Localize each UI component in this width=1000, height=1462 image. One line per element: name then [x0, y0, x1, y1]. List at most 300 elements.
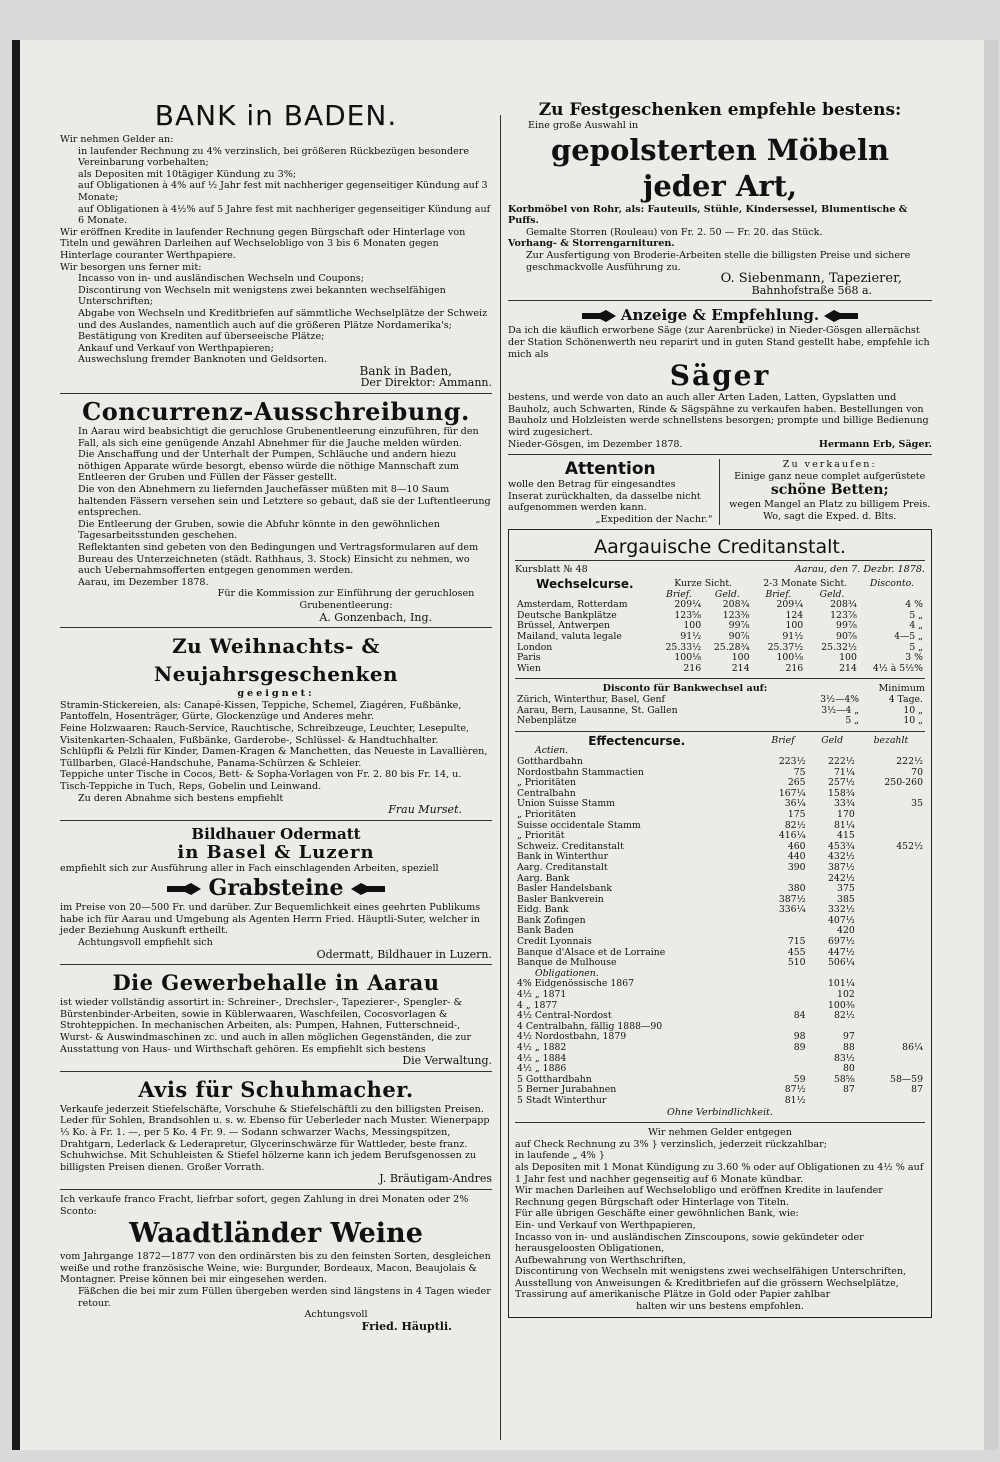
effekten-row-value — [857, 810, 925, 821]
effekten-row-value: 715 — [787, 936, 806, 948]
effekten-row-value: 170 — [837, 808, 855, 820]
weihnacht-item: Zu deren Abnahme sich bestens empfiehlt — [78, 792, 284, 804]
bank-line: als Depositen mit 10tägiger Kündung zu 3%; — [78, 168, 297, 180]
obligation-row-value: 100⅜ — [828, 999, 855, 1011]
waadt-text: vom Jahrgange 1872—1877 von den ordinärsten bis zu den feinsten Sorten, desgleichen weiße und rothe französische Weine, wie: Burgunder, Bordeaux, Macon, Beaujolais & Montagner. Preise können bei mir eingesehen werden. — [60, 1251, 491, 1286]
bank-baden-lines — [60, 134, 492, 366]
effekten-row-label: Eidg. Bank — [517, 904, 569, 916]
effekten-row-label: Bank Baden — [517, 925, 574, 937]
bank-baden-ad — [60, 100, 492, 389]
effekten-row-value: 407½ — [828, 914, 855, 926]
effekten-row-value: 242½ — [828, 872, 855, 884]
effekten-row-value — [857, 884, 925, 895]
saeger-place: Nieder-Gösgen, im Dezember 1878. — [508, 438, 683, 450]
disconto-row-value: 5 „ — [845, 715, 860, 727]
wechsel-row-value: 209¼ — [674, 599, 702, 611]
effekten-row-label: „ Prioritäten — [517, 808, 576, 820]
effekten-row-value: 440 — [787, 851, 806, 863]
wechsel-row-value: 100 — [785, 620, 804, 632]
effekten-row-value: 387½ — [778, 893, 806, 905]
effekten-row-label: Nordostbahn Stammactien — [517, 766, 644, 778]
concurrenz-ad — [60, 398, 492, 623]
wechsel-row-value: 4 „ — [909, 620, 923, 632]
effekten-row — [515, 778, 925, 789]
obligation-row-value: 84 — [793, 1010, 806, 1022]
pointing-hand-left-icon — [824, 310, 858, 322]
obligation-row-label: 4 Centralbahn, fällig 1888—90 — [517, 1020, 663, 1032]
weihnacht-title: Zu Weihnachts- & Neujahrsgeschenken — [153, 634, 399, 687]
effectencurse-table — [515, 733, 925, 1107]
effekten-row — [515, 895, 925, 906]
waadt-title: Waadtländer Weine — [129, 1218, 423, 1250]
bank-baden-sign: Bank in Baden, — [359, 363, 452, 378]
obligation-row-value — [808, 1096, 857, 1107]
moebel-title: gepolsterten Möbeln jeder Art, — [550, 132, 890, 203]
disconto-row-value: 10 „ — [903, 715, 923, 727]
left-column — [60, 100, 492, 1332]
wechsel-row-value: 214 — [839, 662, 857, 674]
wechsel-row-value: 124 — [785, 609, 804, 621]
gewerbehalle-signature: Die Verwaltung. — [402, 1054, 492, 1068]
effekten-row — [515, 916, 925, 927]
gewerbehalle-text: ist wieder vollständig assortirt in: Schreiner-, Drechsler-, Tapezierer-, Spengler- & Bürstenbinder-Arbeiten, sowie in Küblerwaaren, Waschfeilen, Cocosvorlagen & Strohteppichen. In mechanischen Arbeiten, als: Pumpen, Hahnen, Futterschneid-, Wurst- & Auswindmaschinen zc. und auch in allen möglichen Gegenständen, die zur Ausstattung von Haus- und Wirthschaft gehören. Es empfiehlt sich bestens — [60, 997, 472, 1055]
bank-baden-director: Der Direktor: Ammann. — [360, 376, 492, 390]
geld-header: Geld. — [819, 588, 845, 600]
wechsel-row — [515, 643, 925, 654]
obligation-row-label: 4½ „ 1871 — [517, 989, 567, 1001]
bank-line: Auswechslung fremder Banknoten und Geldsorten. — [78, 354, 328, 366]
effekten-row-value — [857, 926, 925, 937]
betten-big: schöne Betten; — [770, 482, 889, 499]
effekten-row-label: Basler Bankverein — [517, 893, 604, 905]
wechsel-row-value: 25.28¾ — [713, 641, 750, 653]
disconto-row — [515, 716, 925, 727]
obligation-row-value — [857, 1054, 925, 1065]
weihnacht-items — [60, 700, 492, 804]
aktien-label: Actien. — [535, 745, 569, 757]
creditanstalt-box — [508, 529, 932, 1317]
effekten-row-value: 415 — [837, 830, 855, 842]
attention-text: wolle den Betrag für eingesandtes Inserat zurückhalten, da dasselbe nicht aufgenommen werden kann. — [508, 479, 701, 514]
right-column — [508, 100, 932, 1318]
effekten-row-label: „ Priorität — [517, 830, 565, 842]
obligation-row-value — [857, 979, 925, 990]
brief-header: Brief. — [765, 588, 792, 600]
wechsel-row-value: 25.32½ — [821, 641, 857, 653]
waadt-greet: Achtungsvoll — [304, 1309, 368, 1321]
disconto-minimum: Minimum — [878, 683, 925, 695]
effekten-row-value: 71¼ — [833, 766, 855, 778]
obligation-row-value: 87 — [842, 1084, 855, 1096]
effekten-row-value — [857, 958, 925, 969]
effekten-row-label: „ Prioritäten — [517, 777, 576, 789]
effekten-row-value: 222½ — [896, 755, 923, 767]
schuhmacher-signature: J. Bräutigam-Andres — [379, 1172, 492, 1186]
newspaper-page — [12, 40, 984, 1450]
effekten-row-value: 332½ — [828, 904, 855, 916]
effekten-row-value: 336¼ — [778, 904, 806, 916]
effekten-row-value: 265 — [787, 777, 806, 789]
effekten-row-label: Basler Handelsbank — [517, 883, 612, 895]
effekten-row-value: 167¼ — [778, 787, 806, 799]
weihnacht-item: Teppiche unter Tische in Cocos, Bett- & Sopha-Vorlagen von Fr. 2. 80 bis Fr. 14, u. Tisch-Teppiche in Tuch, Reps, Gobelin und Leinwand. — [60, 769, 462, 792]
effekten-row-value: 460 — [787, 840, 806, 852]
obligation-row-value: 97 — [842, 1031, 855, 1043]
saeger-big: Säger — [669, 359, 771, 393]
weihnacht-item: Schlüpfli & Pelzli für Kinder, Damen-Kragen & Manchetten, das Neueste in Lavallièren, Tüllbarben, Glacé-Handschuhe, Panama-Schürzen & Schleier. — [60, 746, 488, 769]
disconto-row-label: Zürich, Winterthur, Basel, Genf — [517, 694, 665, 705]
wechsel-row-value: 4½ à 5½% — [872, 662, 923, 674]
moebel-line2: Gemalte Storren (Rouleau) von Fr. 2. 50 — Fr. 20. das Stück. — [526, 226, 823, 238]
obligation-row-label: 4½ „ 1882 — [517, 1042, 567, 1053]
disconto-row-value: 3½—4% — [820, 694, 860, 705]
betten-text: Einige ganz neue complet aufgerüstete — [734, 470, 926, 482]
wechsel-row-value: 100⅛ — [776, 652, 804, 664]
effekten-row-value: 175 — [787, 808, 806, 820]
effekten-row-label: Suisse occidentale Stamm — [517, 819, 641, 831]
schuhmacher-title: Avis für Schuhmacher. — [138, 1076, 414, 1102]
eff-brief-header: Brief — [771, 734, 795, 746]
betten-pre: Zu verkaufen: — [782, 459, 877, 471]
obligation-row-label: 4½ „ 1886 — [517, 1063, 567, 1075]
concurrenz-paragraph: Die Entleerung der Gruben, sowie die Abfuhr könnte in den gewöhnlichen Tagesarbeitsstunden geschehen. — [78, 518, 440, 542]
wechsel-row-value: 5 „ — [909, 609, 923, 621]
obligation-row-value — [758, 990, 807, 1001]
weihnacht-item: Feine Holzwaaren: Rauch-Service, Rauchtische, Schreibzeuge, Leuchter, Lesepulte, Visitenkarten-Schaalen, Fußbänke, Garderobe-, Schlüssel- & Handtuchhalter. — [60, 722, 470, 746]
effekten-row-value: 250-260 — [884, 777, 923, 789]
moebel-address: Bahnhofstraße 568 a. — [751, 283, 872, 297]
moebel-intro: Eine große Auswahl in — [528, 120, 639, 131]
effekten-row-value — [857, 937, 925, 948]
obligation-row-value: 59 — [793, 1073, 806, 1085]
effekten-row-value — [857, 863, 925, 874]
effekten-row-value: 447½ — [828, 946, 855, 958]
column-divider — [500, 115, 501, 1440]
effekten-row-value: 385 — [837, 893, 855, 905]
wechsel-row-value: 99⅞ — [728, 620, 750, 632]
effecten-title: Effectencurse. — [588, 733, 686, 748]
effekten-row-value: 510 — [787, 957, 806, 969]
obligation-row — [515, 1032, 925, 1043]
credit-footer-line: Wir nehmen Gelder entgegen — [648, 1127, 792, 1139]
effekten-row-value: 390 — [787, 861, 806, 873]
credit-footer-line: Wir machen Darleihen auf Wechselobligo und eröffnen Kredite in laufender Rechnung gegen Bürgschaft oder Hinterlage von Titeln. — [515, 1185, 883, 1208]
wechsel-row-value: 90⅞ — [836, 631, 857, 643]
wechsel-row-value: 3 % — [905, 652, 923, 664]
weihnacht-item: Stramin-Stickereien, als: Canapé-Kissen, Teppiche, Schemel, Ziagéren, Fußbänke, Pantoffeln, Hosenträger, Gürte, Glockenzüge und Anderes mehr. — [60, 699, 462, 723]
wechsel-row-value: 25.33½ — [665, 641, 702, 653]
pointing-hand-right-icon — [582, 310, 616, 322]
effekten-row-value: 36¼ — [784, 798, 806, 810]
obligation-row-label: 4½ „ 1884 — [517, 1052, 567, 1064]
concurrenz-signature: A. Gonzenbach, Ing. — [319, 610, 432, 624]
disconto-title: Disconto für Bankwechsel auf: — [602, 683, 768, 695]
credit-footer-line: Trassirung auf amerikanische Plätze in Gold oder Papier zahlbar — [515, 1289, 831, 1301]
saeger-text1: Da ich die käuflich erworbene Säge (zur Aarenbrücke) in Nieder-Gösgen allernächst der Station Schönenwerth neu reparirt und in guten Stand gestellt habe, empfehle ich mich als — [508, 325, 930, 360]
wechsel-row-value: 216 — [683, 662, 702, 674]
moebel-line4: Zur Ausfertigung von Broderie-Arbeiten stelle die billigsten Preise und sichere geschmackvolle Ausführung zu. — [526, 249, 911, 273]
concurrenz-paragraph: Reflektanten sind gebeten von den Bedingungen und Vertragsformularen auf dem Bureau des Unterzeichneten (städt. Rathhaus, 3. Stock) Einsicht zu nehmen, wo auch Uebernahmsofferten entgegen genommen werden. — [78, 542, 479, 577]
obligation-row-value: 80 — [842, 1063, 855, 1075]
wechsel-row-value: 123⅝ — [674, 609, 702, 621]
moebel-ad — [508, 100, 932, 296]
odermatt-signature: Odermatt, Bildhauer in Luzern. — [316, 947, 492, 961]
obligation-row-value: 98 — [793, 1031, 806, 1043]
wechsel-row-value: 123⅜ — [722, 609, 750, 621]
credit-footer-line: Ausstellung von Anweisungen & Kreditbriefen auf die grössern Wechselplätze, — [515, 1277, 899, 1289]
credit-kursblatt: Kursblatt № 48 — [515, 564, 588, 576]
disconto-row-value: 4 Tage. — [888, 694, 923, 705]
wechsel-drei-header: 2-3 Monate Sicht. — [763, 578, 848, 590]
pointing-hand-left-icon — [351, 883, 385, 895]
effekten-row-value: 35 — [911, 798, 923, 810]
bank-line: Wir besorgen uns ferner mit: — [60, 261, 202, 273]
effekten-row — [515, 757, 925, 768]
wechsel-row — [515, 653, 925, 664]
saeger-heading: Anzeige & Empfehlung. — [620, 306, 820, 325]
effekten-row-value — [857, 905, 925, 916]
obligation-row-value: 88 — [842, 1042, 855, 1053]
odermatt-location: in Basel & Luzern — [177, 841, 375, 863]
geld-header: Geld. — [714, 588, 740, 600]
effekten-row-value: 223½ — [778, 755, 806, 767]
credit-footer-line: halten wir uns bestens empfohlen. — [636, 1301, 804, 1313]
effekten-row-value: 697½ — [828, 936, 855, 948]
eff-bezahlt-header: bezahlt — [873, 734, 909, 746]
concurrenz-paragraph: In Aarau wird beabsichtigt die geruchlose Grubenentleerung einzuführen, für den Fall, als sich eine genügende Anzahl Abnehmer für die Jauche melden würden. — [78, 426, 479, 449]
weihnacht-signature: Frau Murset. — [388, 803, 462, 817]
obligation-row-value — [857, 1011, 925, 1022]
eff-geld-header: Geld — [821, 734, 844, 746]
wechsel-row-value: 100 — [839, 652, 857, 664]
wechsel-row-value: 100 — [683, 620, 702, 632]
effekten-row-value: 375 — [837, 883, 855, 895]
effekten-row-label: Credit Lyonnais — [517, 936, 592, 948]
bank-line: Abgabe von Wechseln und Kreditbriefen auf sämmtliche Wechselplätze der Schweiz und des Auslandes, namentlich auch auf die größeren Plätze Nordamerika's; — [78, 307, 488, 331]
wechsel-row-value: 25.37½ — [767, 641, 804, 653]
wechsel-row-value: 208¾ — [722, 599, 750, 611]
bank-line: Incasso von in- und ausländischen Wechseln und Coupons; — [78, 273, 364, 285]
bank-line: Wir nehmen Gelder an: — [60, 134, 174, 145]
wechsel-row-value: 91½ — [782, 631, 804, 643]
credit-footer-line: Incasso von in- und ausländischen Zinscoupons, sowie gekündeter oder herausgeloosten Obligationen, — [515, 1231, 864, 1255]
obligation-row-value — [857, 1001, 925, 1012]
obligation-row-value — [857, 1022, 925, 1033]
wechsel-row-value: 100 — [731, 652, 750, 664]
wechsel-row — [515, 664, 925, 675]
effekten-row-value — [758, 916, 807, 927]
bank-line: auf Obligationen à 4½% auf 5 Jahre fest mit nachheriger gegenseitiger Kündung auf 6 Monate. — [78, 203, 491, 227]
obligation-row-label: 5 Gotthardbahn — [517, 1073, 592, 1085]
wechsel-row-label: London — [517, 641, 553, 653]
obligation-row-value: 58⅝ — [833, 1073, 855, 1085]
grabsteine-heading: Grabsteine — [208, 875, 344, 902]
wechsel-row-value: 99⅞ — [836, 620, 857, 632]
effekten-row-value: 81¼ — [833, 819, 855, 831]
weihnacht-subtitle: geeignet: — [237, 688, 315, 700]
effekten-row-label: Bank in Winterthur — [517, 851, 609, 863]
effekten-row-value: 158¾ — [828, 787, 855, 799]
effekten-row-label: Aarg. Bank — [517, 872, 570, 884]
effekten-row-value: 70 — [911, 766, 923, 778]
odermatt-name: Bildhauer Odermatt — [191, 824, 361, 843]
waadt-intro: Ich verkaufe franco Fracht, liefrbar sofort, gegen Zahlung in drei Monaten oder 2% Sconto: — [60, 1193, 469, 1217]
bank-line: auf Obligationen à 4% auf ½ Jahr fest mit nachheriger gegenseitiger Kündung auf 3 Monate; — [78, 180, 488, 203]
effekten-row — [515, 768, 925, 779]
obligation-row-value: 101¼ — [828, 978, 855, 990]
obligation-row-value: 87 — [911, 1084, 923, 1096]
obligation-row — [515, 990, 925, 1001]
obligation-row — [515, 1043, 925, 1054]
effekten-row-value — [857, 916, 925, 927]
wechsel-row-label: Mailand, valuta legale — [517, 631, 622, 643]
concurrenz-title: Concurrenz-Ausschreibung. — [82, 397, 470, 427]
wechsel-row-label: Wien — [517, 662, 541, 674]
wechsel-kurz-header: Kurze Sicht. — [674, 578, 733, 590]
effekten-row-value: 33¾ — [833, 798, 855, 810]
obligation-row-value — [758, 1054, 807, 1065]
effekten-row-label: Banque d'Alsace et de Lorraine — [517, 946, 666, 958]
effekten-row — [515, 863, 925, 874]
bank-baden-title: BANK in BADEN. — [154, 99, 398, 132]
effekten-row-value: 453¾ — [828, 840, 855, 852]
waadt-text2: Fäßchen die bei mir zum Füllen übergeben werden sind längstens in 4 Tagen wieder retour. — [78, 1285, 491, 1309]
wechsel-row-value: 123⅞ — [830, 609, 857, 621]
effekten-row-value — [857, 821, 925, 832]
effekten-row-value: 380 — [787, 883, 806, 895]
waadtlaender-ad — [60, 1194, 492, 1332]
bank-line: Discontirung von Wechseln mit wenigstens zwei bekannten wechselfähigen Unterschriften; — [78, 284, 446, 308]
effekten-row-value: 432½ — [828, 851, 855, 863]
wechsel-row-label: Paris — [517, 652, 541, 664]
obligationen-label: Obligationen. — [535, 967, 599, 979]
obligation-row-label: 4½ Nordostbahn, 1879 — [517, 1031, 627, 1043]
effekten-row-value — [857, 852, 925, 863]
obligation-row-value — [758, 979, 807, 990]
saeger-text2: bestens, und werde von dato an auch aller Arten Laden, Latten, Gypslatten und Bauholz, auch Schwarten, Rinde & Sägspähne zu verkaufen haben. Bestellungen von Bauholz und Holzleisten werde schnellstens besorgen; prompte und billige Bedienung wird zugesichert. — [508, 392, 929, 438]
credit-footer-line: auf Check Rechnung zu 3% } verzinslich, jederzeit rückzahlbar; — [515, 1138, 827, 1150]
effekten-row-value: 416¼ — [778, 830, 806, 842]
wechsel-row-value: 216 — [785, 662, 804, 674]
wechsel-row-label: Brüssel, Antwerpen — [517, 620, 610, 632]
effekten-row — [515, 799, 925, 810]
attention-ad — [508, 459, 720, 525]
effekten-row-value: 452½ — [896, 840, 923, 852]
bank-line: Ankauf und Verkauf von Werthpapieren; — [78, 342, 274, 354]
wechsel-row-value: 90⅞ — [728, 631, 750, 643]
effekten-row-label: Banque de Mulhouse — [517, 957, 617, 969]
concurrenz-paragraph: Die von den Abnehmern zu liefernden Jauchefässer müßten mit 8—10 Saum haltenden Fässern versehen sein und Letztere so gebaut, daß sie der Luftentleerung entsprechen. — [78, 484, 491, 519]
wechsel-row-label: Deutsche Bankplätze — [517, 609, 617, 621]
wechsel-row-value: 209¼ — [776, 599, 804, 611]
wechsel-row-value: 214 — [731, 662, 750, 674]
obligation-row — [515, 979, 925, 990]
moebel-pre: Zu Festgeschenken empfehle bestens: — [538, 100, 902, 120]
betten-text2: wegen Mangel an Platz zu billigem Preis. Wo, sagt die Exped. d. Blts. — [729, 499, 931, 522]
obligation-row — [515, 1054, 925, 1065]
saeger-signature: Hermann Erb, Säger. — [818, 438, 932, 450]
saeger-ad — [508, 305, 932, 450]
obligation-row-value: 83½ — [833, 1052, 855, 1064]
waadt-signature: Fried. Häuptli. — [361, 1319, 452, 1333]
wechsel-row-label: Amsterdam, Rotterdam — [517, 599, 628, 611]
wechselcurse-table — [515, 579, 925, 674]
credit-footer-line: Ein- und Verkauf von Werthpapieren, — [515, 1219, 696, 1231]
effekten-row — [515, 821, 925, 832]
obligation-row-value: 87½ — [784, 1084, 806, 1096]
effekten-row-label: Union Suisse Stamm — [517, 798, 615, 810]
effekten-row-value: 506¼ — [828, 957, 855, 969]
credit-ohne: Ohne Verbindlichkeit. — [667, 1106, 773, 1118]
effekten-row — [515, 810, 925, 821]
credit-footer — [515, 1127, 925, 1313]
attention-title: Attention — [564, 459, 656, 480]
effekten-row-value — [857, 874, 925, 885]
effekten-row-value: 75 — [793, 766, 806, 778]
effekten-row-value: 222½ — [828, 755, 855, 767]
schuhmacher-text: Verkaufe jederzeit Stiefelschäfte, Vorschuhe & Stiefelschäftli zu den billigsten Preisen. Leder für Sohlen, Brandsohlen u. s. w. Ebenso für Ueberleder nach Muster. Wienerpapp ⅓ Ko. à Fr. 1. —, per 5 Ko. 4 Fr. 9. — Sodann schwarzer Wachs, Messingspitzen, Drahtgarn, Lederlack & Lederapretur, Glycerinschwärze für Wattleder, beste franz. Schuhwichse. Mit Schuhleisten & Stiefel hölzerne kann ich jedem Berufsgenossen zu billigsten Preisen dienen. Großer Vorrath. — [60, 1103, 490, 1173]
obligation-row-value: 82½ — [833, 1010, 855, 1022]
effekten-row-value — [857, 948, 925, 959]
odermatt-ad — [60, 825, 492, 961]
effekten-row-label: Centralbahn — [517, 787, 576, 799]
gewerbehalle-title: Die Gewerbehalle in Aarau — [112, 970, 440, 996]
obligation-row-value: 86¼ — [902, 1042, 923, 1053]
moebel-signature: O. Siebenmann, Tapezierer, — [720, 271, 902, 287]
wechsel-title: Wechselcurse. — [536, 577, 634, 592]
effekten-row-label: Bank Zofingen — [517, 914, 586, 926]
effekten-row-label: Gotthardbahn — [517, 755, 583, 767]
effekten-row-value: 420 — [837, 925, 855, 937]
credit-footer-line: Aufbewahrung von Werthschriften, — [515, 1254, 686, 1266]
brief-header: Brief. — [666, 588, 692, 600]
disconto-row-value: 10 „ — [903, 704, 923, 716]
odermatt-intro: empfiehlt sich zur Ausführung aller in Fach einschlagenden Arbeiten, speziell — [60, 862, 439, 874]
effekten-row-label: Aarg. Creditanstalt — [517, 861, 608, 873]
moebel-line3: Vorhang- & Storrengarnituren. — [508, 238, 675, 250]
notice-row — [508, 459, 932, 525]
odermatt-greet: Achtungsvoll empfiehlt sich — [78, 937, 213, 949]
credit-footer-line: Discontirung von Wechseln mit wenigstens zwei wechselfähigen Unterschriften, — [515, 1266, 907, 1278]
betten-ad — [728, 459, 933, 525]
obligation-row-value — [857, 990, 925, 1001]
gewerbehalle-ad — [60, 969, 492, 1067]
effekten-row-value: 82½ — [784, 819, 806, 831]
credit-date: Aarau, den 7. Dezbr. 1878. — [794, 564, 925, 576]
obligation-row-label: 5 Berner Jurabahnen — [517, 1084, 617, 1096]
obligation-row-value: 58—59 — [890, 1073, 923, 1085]
schuhmacher-ad — [60, 1076, 492, 1185]
obligation-row-label: 4% Eidgenössische 1867 — [517, 978, 635, 990]
wechsel-row-value: 100⅛ — [674, 652, 702, 664]
concurrenz-sign-label: Für die Kommission zur Einführung der geruchlosen Grubenentleerung: — [217, 588, 475, 611]
disconto-row-label: Nebenplätze — [517, 715, 577, 727]
pointing-hand-right-icon — [167, 883, 201, 895]
obligation-row — [515, 1096, 925, 1107]
wechsel-row-value: 4—5 „ — [894, 631, 923, 643]
obligation-row-value: 81½ — [784, 1094, 806, 1106]
concurrenz-paragraph: Aarau, im Dezember 1878. — [78, 576, 209, 588]
wechsel-disc-header: Disconto. — [869, 578, 914, 590]
bank-line: in laufender Rechnung zu 4% verzinslich, bei größeren Rückbezügen besondere Vereinbarung vorbehalten; — [78, 145, 470, 169]
weihnacht-ad — [60, 632, 492, 816]
obligation-row-value: 102 — [837, 989, 855, 1001]
bank-line: Bestätigung von Krediten auf überseeische Plätze; — [78, 331, 325, 343]
obligation-row-label: 4 „ 1877 — [517, 999, 558, 1011]
wechsel-row-value: 5 „ — [909, 641, 923, 653]
bank-line: Wir eröffnen Kredite in laufender Rechnung gegen Bürgschaft oder Hinterlage von Titeln und gewähren Darleihen auf Wechselobligo von 3 bis 6 Monaten gegen Hinterlage couranter Werthpapiere. — [60, 226, 466, 261]
obligation-row-label: 5 Stadt Winterthur — [517, 1094, 607, 1106]
